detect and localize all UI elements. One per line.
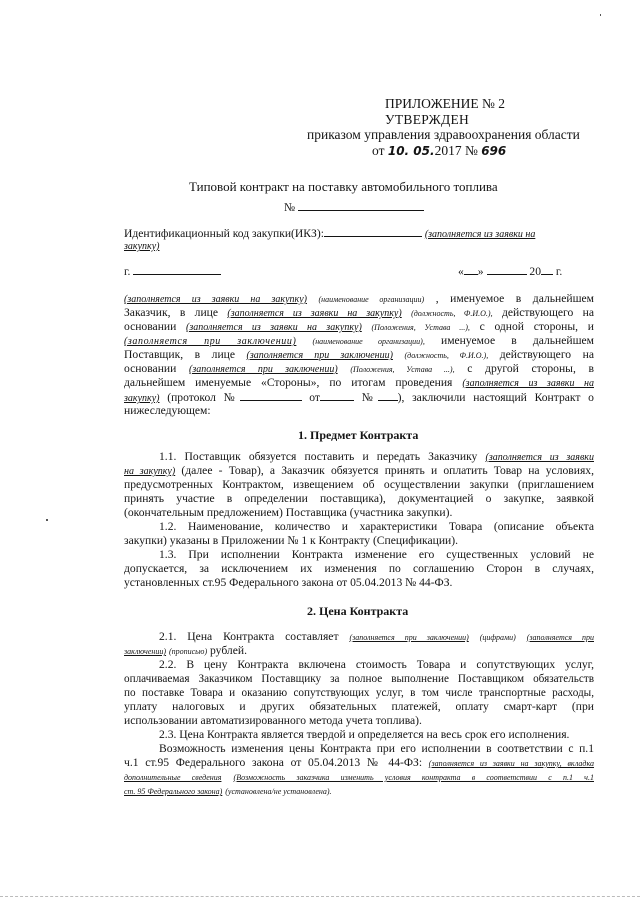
scan-speck [600, 14, 601, 16]
clause-text: (далее - Товар), а Заказчик обязуется принять и оплатить Товар на условиях, [181, 464, 594, 477]
field-goods: (заполняется из заявки [485, 452, 594, 463]
field-goods-cont: на закупку) [124, 466, 176, 477]
hint-org-name: (наименование организации) [318, 295, 425, 304]
price-change-line-1: Возможность изменения цены Контракта при его исполнении в соответствии с п.1 [159, 742, 594, 755]
document-title: Типовой контракт на поставку автомобильного топлива [189, 179, 498, 194]
clause-2-2-line-4: уплату налоговых и других обязательных платежей, оплату смарт-карт (при [124, 700, 594, 713]
day-blank [464, 264, 478, 275]
approval-date-line [372, 144, 506, 159]
clause-2-2-line-2: оплачиваемая Заказчиком Поставщику за полное выполнение Поставщиком обязательств [124, 673, 594, 685]
handwritten-order-number: 696 [481, 144, 507, 158]
contract-number-blank [298, 200, 424, 211]
protocol-no-blank [378, 390, 398, 401]
clause-1-3-line-1: 1.3. При исполнении Контракта изменение его существенных условий не [159, 548, 594, 561]
section-2-title: 2. Цена Контракта [307, 604, 409, 618]
clause-1-3-line-3: установленных ст.95 Федерального закона от 05.04.2013 № 44-ФЗ. [124, 576, 453, 589]
appendix-heading: ПРИЛОЖЕНИЕ № 2 [385, 96, 506, 111]
ikz-note-cont: закупку) [124, 241, 160, 252]
approved-heading: УТВЕРЖДЕН [385, 112, 470, 127]
preamble-text: , именуемое в дальнейшем [435, 292, 594, 305]
clause-text: 1.1. Поставщик обязуется поставить и передать Заказчику [159, 450, 478, 463]
clause-1-1-line-3: предусмотренных Контрактом, извещением об осуществлении закупки (приглашением [124, 478, 594, 491]
year-suffix: г. [555, 265, 563, 278]
hint-digits: (цифрами) [479, 633, 516, 642]
preamble-text: Заказчик, в лице [124, 306, 219, 319]
ikz-label: Идентификационный код закупки(ИКЗ): [124, 227, 324, 240]
hint-org-name: (наименование организации), [312, 337, 425, 346]
preamble-text: с другой стороны, в [467, 362, 595, 375]
hint-established: (установлена/не установлена). [225, 787, 332, 796]
price-change-line-4 [124, 784, 332, 800]
preamble-text: Поставщик, в лице [124, 348, 235, 361]
field-change-condition: (Возможность заказчика изменить условия контракта в соответствии с п.1 ч.1 [233, 773, 594, 782]
contract-number-line [284, 200, 424, 216]
field-law-ref: ст. 95 Федерального закона) [124, 787, 223, 796]
protocol-no-label: № [361, 391, 378, 404]
field-customer-basis: (заполняется из заявки на закупку) [186, 322, 362, 333]
clause-text: рублей. [210, 644, 247, 657]
clause-1-3-line-2: допускается, за исключением их изменения по соглашению Сторон в случаях, [124, 562, 594, 575]
preamble-text: ), заключили настоящий Контракт о [397, 391, 594, 404]
preamble-text: действующего на [499, 348, 594, 361]
field-supplier-name: (заполняется при заключении) [124, 336, 297, 347]
field-supplier-rep: (заполняется при заключении) [246, 350, 393, 361]
field-customer-rep: (заполняется из заявки на закупку) [227, 308, 402, 319]
clause-2-2-line-3: по поставке Товара и оказанию сопутствующих услуг, в том числе транспортные расходы, [124, 687, 594, 699]
section-1-title: 1. Предмет Контракта [298, 428, 419, 442]
city-prefix: г. [124, 265, 131, 278]
field-customer-name: (заполняется из заявки на закупку) [124, 294, 307, 305]
city-blank [133, 264, 221, 275]
year-blank [541, 264, 553, 275]
scan-speck [46, 519, 48, 521]
handwritten-date: 10. 05. [387, 144, 435, 158]
day-close-quote: » [477, 265, 484, 278]
preamble-text: основании [124, 362, 177, 375]
clause-2-2-line-1: 2.2. В цену Контракта включена стоимость Товара и сопутствующих услуг, [159, 658, 594, 671]
protocol-date-blank [320, 390, 354, 401]
hint-basis: (Положения, Устава ...), [371, 323, 470, 332]
approval-year: 2017 № [434, 143, 478, 158]
protocol-number-blank [240, 390, 302, 401]
preamble-text: действующего на [501, 306, 595, 319]
approval-order-line: приказом управления здравоохранения области [307, 127, 580, 142]
field-price-words: (заполняется при [526, 633, 594, 642]
ikz-line [124, 226, 535, 243]
preamble-text: именуемое в дальнейшем [440, 334, 595, 347]
clause-1-1-line-4: принять участие в определении поставщика), документацией о закупке, заявкой [124, 492, 594, 505]
field-procurement-cont: закупку) [124, 393, 160, 404]
field-price-words-cont: заключении) [124, 647, 167, 656]
protocol-label: (протокол № [167, 391, 240, 404]
day-open-quote: « [458, 265, 464, 278]
preamble-text: с одной стороны, и [479, 320, 594, 333]
clause-1-1-line-5: (окончательным предложением) Поставщика (участника закупки). [124, 506, 453, 519]
preamble-text: дальнейшем именуемые «Стороны», по итогам проведения [124, 376, 453, 389]
hint-position: (должность, Ф.И.О.), [411, 309, 493, 318]
clause-2-2-line-5: использовании автоматизированного метода учета топлива). [124, 714, 422, 727]
clause-1-2-line-2: закупки) указаны в Приложении № 1 к Контракту (Спецификации). [124, 534, 458, 547]
city-line [124, 264, 221, 280]
hint-words: (прописью) [168, 647, 208, 656]
field-procurement: (заполняется из заявки на [462, 378, 594, 389]
date-prefix: от [372, 143, 385, 158]
contract-date-line [458, 264, 562, 280]
clause-1-2-line-1: 1.2. Наименование, количество и характеристики Товара (описание объекта [159, 520, 594, 533]
field-supplier-basis: (заполняется при заключении) [189, 364, 338, 375]
preamble-text: основании [124, 320, 177, 333]
preamble-line-9: нижеследующем: [124, 404, 211, 417]
field-price-digits: (заполняется при заключении) [349, 633, 469, 642]
hint-basis: (Положения, Устава ...), [350, 365, 455, 374]
ikz-note: (заполняется из заявки на [424, 229, 536, 240]
page-bottom-edge [0, 896, 640, 898]
clause-text: ч.1 ст.95 Федерального закона от 05.04.2013 № 44-ФЗ: [124, 756, 423, 769]
number-label: № [284, 201, 296, 214]
clause-2-3-line-1: 2.3. Цена Контракта является твердой и определяется на весь срок его исполнения. [159, 728, 570, 741]
year-prefix: 20 [529, 265, 541, 278]
clause-text: 2.1. Цена Контракта составляет [159, 630, 339, 643]
protocol-date-label: от [309, 391, 320, 404]
field-price-change: (заполняется из заявки на закупку, вкладка [428, 759, 595, 768]
hint-position: (должность, Ф.И.О.), [404, 351, 489, 360]
ikz-blank [324, 226, 422, 237]
month-blank [487, 264, 527, 275]
field-additional-info: дополнительные сведения [124, 773, 222, 782]
